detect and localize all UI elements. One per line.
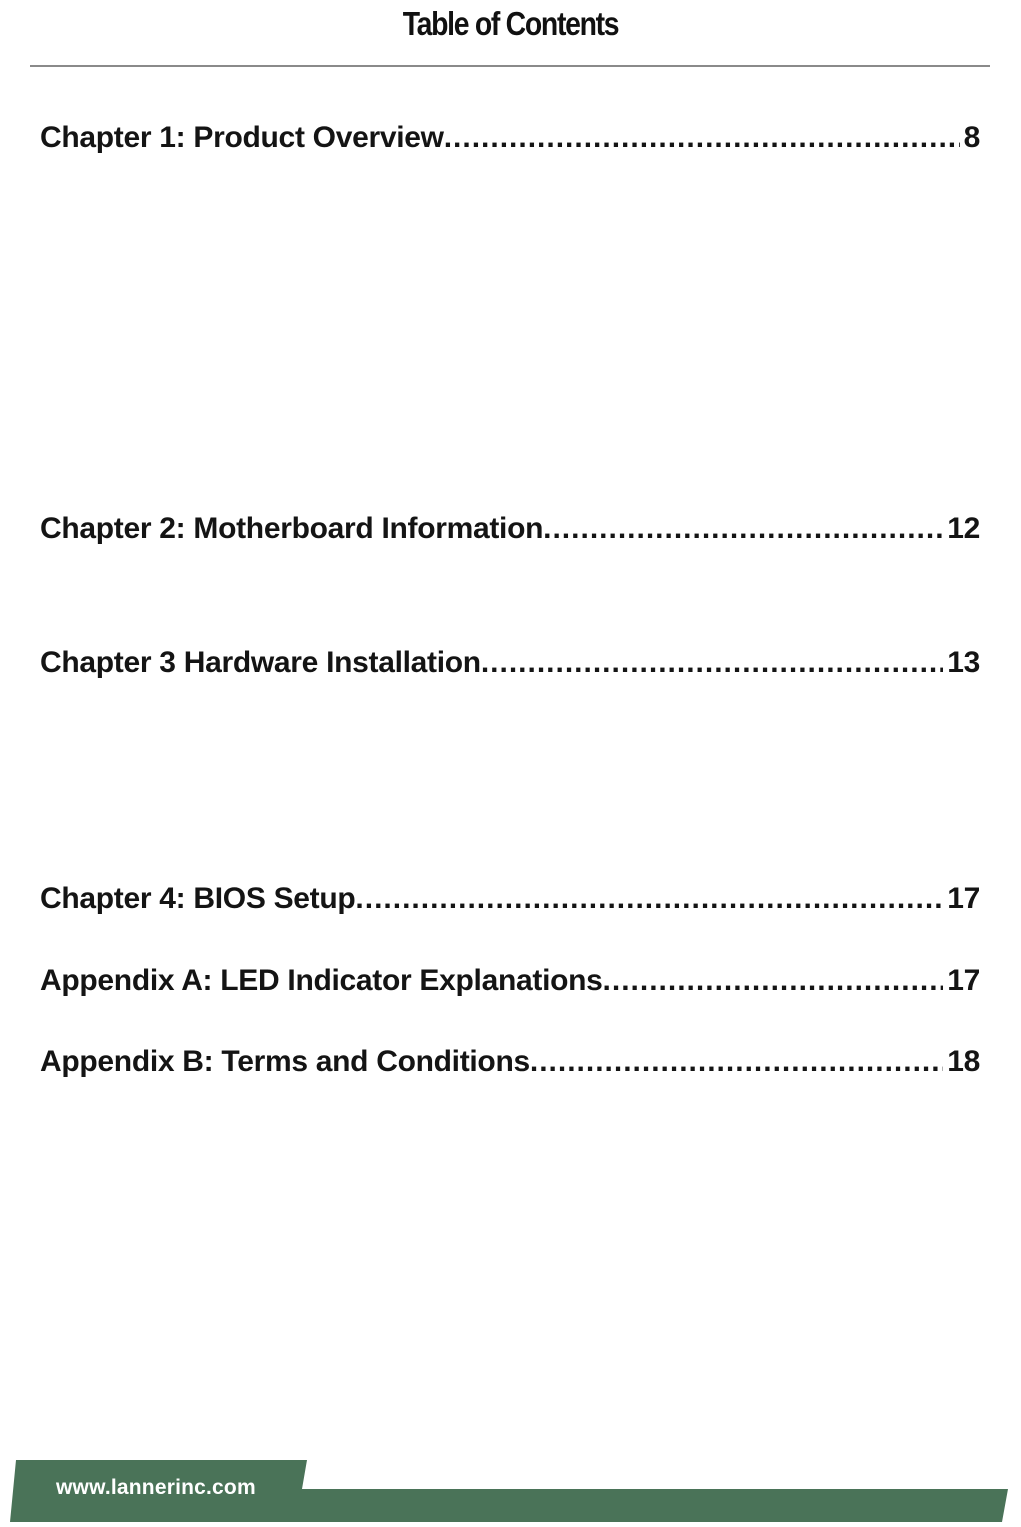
toc-dot-leader bbox=[481, 643, 943, 683]
toc-entry-page-number: 8 bbox=[963, 121, 980, 154]
title-divider bbox=[30, 65, 990, 67]
toc-dot-leader bbox=[543, 509, 943, 549]
footer-website-link[interactable]: www.lannerinc.com bbox=[56, 1476, 256, 1499]
toc-entry-label: Chapter 1: Product Overview bbox=[40, 121, 444, 154]
toc-entry-chapter-2[interactable] bbox=[40, 509, 980, 549]
toc-entry-appendix-a[interactable] bbox=[40, 961, 980, 1001]
toc-dot-leader bbox=[603, 961, 944, 1001]
toc-entry-label: Appendix A: LED Indicator Explanations bbox=[40, 964, 603, 997]
toc-entry-label: Appendix B: Terms and Conditions bbox=[40, 1045, 530, 1078]
toc-entry-page-number: 18 bbox=[947, 1045, 980, 1078]
toc-dot-leader bbox=[355, 879, 943, 919]
toc-entry-page-number: 17 bbox=[947, 964, 980, 997]
page-title: Table of Contents bbox=[402, 5, 619, 42]
toc-entry-label: Chapter 2: Motherboard Information bbox=[40, 512, 544, 545]
toc-entry-page-number: 17 bbox=[947, 882, 980, 915]
toc-entry-chapter-3[interactable] bbox=[40, 643, 980, 683]
toc-entry-chapter-1[interactable] bbox=[40, 118, 980, 158]
toc-entry-chapter-4[interactable] bbox=[40, 879, 980, 919]
toc-entry-label: Chapter 4: BIOS Setup bbox=[40, 882, 356, 915]
toc-dot-leader bbox=[444, 118, 960, 158]
toc-entry-page-number: 13 bbox=[947, 646, 980, 679]
toc-entry-page-number: 12 bbox=[947, 512, 980, 545]
toc-entry-label: Chapter 3 Hardware Installation bbox=[40, 646, 481, 679]
toc-entry-appendix-b[interactable] bbox=[40, 1042, 980, 1082]
toc-dot-leader bbox=[530, 1042, 943, 1082]
